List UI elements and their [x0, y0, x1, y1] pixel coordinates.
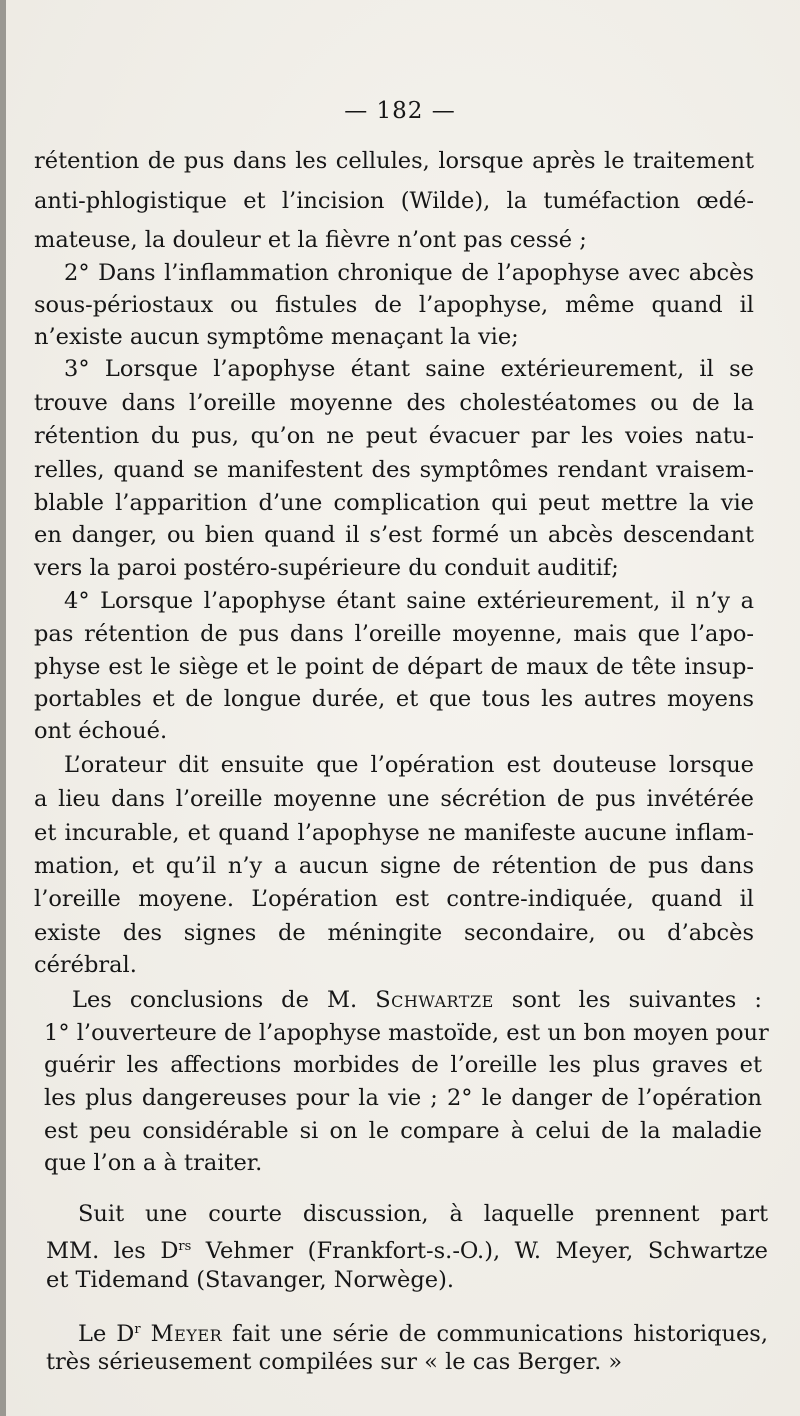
text-line: et Tidemand (Stavanger, Norwège).: [46, 1267, 455, 1293]
text-line: 3° Lorsque l’apophyse étant saine extérieurement, il se: [64, 356, 754, 382]
text-line: L’orateur dit ensuite que l’opération est douteuse lorsque: [64, 752, 754, 778]
text-line: physe est le siège et le point de départ de maux de tête insup-: [34, 654, 754, 680]
text-line: très sérieusement compilées sur « le cas Berger. »: [46, 1349, 623, 1375]
text-line: portables et de longue durée, et que tous les autres moyens: [34, 686, 754, 712]
text-line: guérir les affections morbides de l’oreille les plus graves et: [44, 1052, 762, 1078]
page-number: — 182 —: [344, 98, 456, 124]
text-line: sous-périostaux ou fistules de l’apophyse, même quand il: [34, 292, 754, 318]
text-line: anti-phlogistique et l’incision (Wilde), la tuméfaction œdé-: [34, 188, 754, 214]
text-line: cérébral.: [34, 952, 137, 978]
text-line: 1° l’ouverteure de l’apophyse mastoïde, est un bon moyen pour: [44, 1020, 769, 1046]
text-line: que l’on a à traiter.: [44, 1150, 263, 1176]
text-line: rétention du pus, qu’on ne peut évacuer par les voies natu-: [34, 423, 754, 449]
text-line: et incurable, et quand l’apophyse ne manifeste aucune inflam-: [34, 820, 754, 846]
text-line: l’oreille moyene. L’opération est contre-indiquée, quand il: [34, 886, 754, 912]
text-line: ont échoué.: [34, 718, 168, 744]
text-line: Le $D^r$ Meyer fait une série de communications historiques,: [78, 1321, 768, 1347]
text-line: pas rétention de pus dans l’oreille moyenne, mais que l’apo-: [34, 621, 754, 647]
text-line: mateuse, la douleur et la fièvre n’ont pas cessé ;: [34, 227, 587, 253]
text-line: 2° Dans l’inflammation chronique de l’apophyse avec abcès: [64, 260, 754, 286]
text-line: rétention de pus dans les cellules, lorsque après le traitement: [34, 148, 754, 174]
text-line: 4° Lorsque l’apophyse étant saine extérieurement, il n’y a: [64, 588, 754, 614]
text-line: blable l’apparition d’une complication qui peut mettre la vie: [34, 490, 754, 516]
text-line: est peu considérable si on le compare à celui de la maladie: [44, 1118, 762, 1144]
text-line: en danger, ou bien quand il s’est formé un abcès descendant: [34, 522, 754, 548]
text-line: Les conclusions de M. Schwartze sont les suivantes :: [72, 987, 762, 1013]
author-name-meyer: Meyer: [150, 1321, 223, 1347]
text-line: vers la paroi postéro-supérieure du conduit auditif;: [34, 555, 619, 581]
text-line: MM. les $D^{rs}$ Vehmer (Frankfort-s.-O.), W. Meyer, Schwartze: [46, 1238, 768, 1264]
text-line: a lieu dans l’oreille moyenne une sécrétion de pus invétérée: [34, 786, 754, 812]
text-line: les plus dangereuses pour la vie ; 2° le danger de l’opération: [44, 1085, 762, 1111]
text-line: mation, et qu’il n’y a aucun signe de rétention de pus dans: [34, 853, 754, 879]
text-line: Suit une courte discussion, à laquelle prennent part: [78, 1201, 768, 1227]
text-line: n’existe aucun symptôme menaçant la vie;: [34, 324, 519, 350]
author-name-schwartze: Schwartze: [375, 987, 494, 1013]
page-edge-shadow: [0, 0, 6, 1416]
text-line: trouve dans l’oreille moyenne des cholestéatomes ou de la: [34, 390, 754, 416]
text-line: relles, quand se manifestent des symptômes rendant vraisem-: [34, 457, 754, 483]
text-line: existe des signes de méningite secondaire, ou d’abcès: [34, 920, 754, 946]
